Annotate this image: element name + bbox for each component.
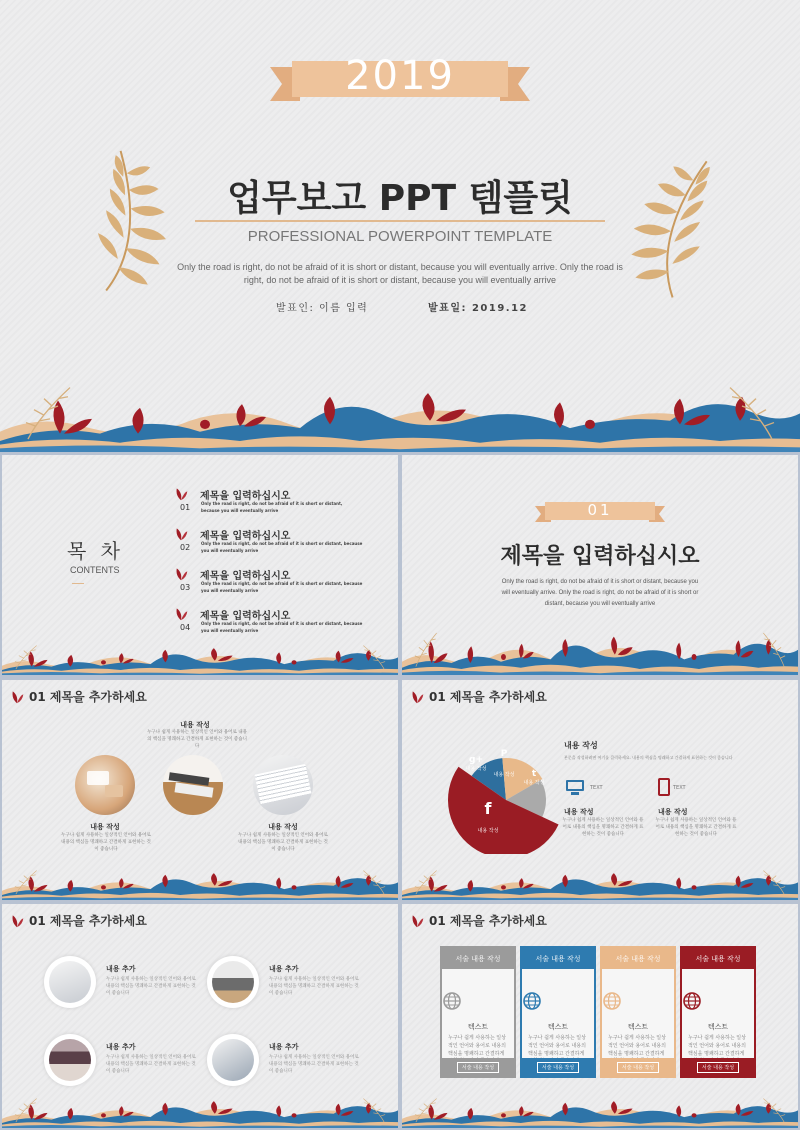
card-desc: 누구나 쉽게 사용하는 일상적인 언어와 용어로 내용의 핵심을 명쾌하고 간결하게 xyxy=(528,1035,586,1057)
slide-header-text: 01 제목을 추가하세요 xyxy=(29,914,147,928)
item-desc: 누구나 쉽게 사용하는 일상적인 언어와 용어로 내용의 핵심을 명쾌하고 간결하게 표현하는 것이 좋습니다 xyxy=(106,977,196,997)
slide-header xyxy=(10,912,147,929)
cover-subtitle: PROFESSIONAL POWERPOINT TEMPLATE xyxy=(247,228,553,245)
pinterest-icon: P xyxy=(500,749,508,759)
circles-scenery xyxy=(2,858,398,900)
year-ribbon xyxy=(270,55,530,105)
item-title: 내용 추가 xyxy=(269,965,299,973)
top-title: 내용 작성 xyxy=(180,721,210,729)
section-slide xyxy=(402,455,798,675)
globe-icon xyxy=(602,991,622,1011)
toc-item-number: 03 xyxy=(180,583,191,592)
card-title: 텍스트 xyxy=(707,1023,729,1031)
photo-circle-1 xyxy=(75,755,135,815)
section-desc2: will eventually arrive. Only the road is right, do not be afraid of it is short or xyxy=(501,590,699,596)
card-header: 서술 내용 작성 xyxy=(442,948,514,969)
facebook-icon: f xyxy=(484,799,492,818)
toc-item-desc: Only the road is right, do not be afraid of it is short or distant, because xyxy=(201,621,363,626)
item-desc: 누구나 쉽게 사용하는 일상적인 언어와 용어로 내용의 핵심을 명쾌하고 간결하게 표현하는 것이 좋습니다 xyxy=(269,977,359,997)
pie-side-title: 내용 작성 xyxy=(564,741,598,750)
card-desc: 누구나 쉽게 사용하는 일상적인 언어와 용어로 내용의 핵심을 명쾌하고 간결하게 xyxy=(448,1035,506,1057)
pie-slice-label: 내용 작성 xyxy=(465,766,487,772)
info-card xyxy=(680,946,756,1078)
card-title: 텍스트 xyxy=(627,1023,649,1031)
twitter-icon: t xyxy=(531,769,537,779)
toc-item[interactable] xyxy=(174,525,384,561)
leaf-icon xyxy=(174,567,188,581)
content-item xyxy=(207,956,367,1016)
pie-scenery xyxy=(402,858,798,900)
card-desc: 누구나 쉽게 사용하는 일상적인 언어와 용어로 내용의 핵심을 명쾌하고 간결하게 xyxy=(608,1035,666,1057)
right-title: 내용 작성 xyxy=(268,823,298,831)
item-title: 내용 추가 xyxy=(106,965,136,973)
toc-title: 목 차 xyxy=(67,539,124,563)
pie-slice-label: 내용 작성 xyxy=(493,772,515,778)
toc-subtitle: CONTENTS xyxy=(70,565,120,575)
photo-ring xyxy=(207,956,259,1008)
card-header: 서술 내용 작성 xyxy=(602,948,674,969)
title-underline xyxy=(195,220,605,222)
col1-title: 내용 작성 xyxy=(564,808,594,816)
cards-scenery xyxy=(402,1086,798,1128)
toc-item-desc: Only the road is right, do not be afraid of it is short or distant, xyxy=(201,501,343,506)
toc-slide xyxy=(2,455,398,675)
cover-desc-line1: Only the road is right, do not be afraid of it is short or distant, because you will eventually arrive. Only the road is xyxy=(177,262,623,272)
slide-header xyxy=(410,688,547,705)
date-label: 발표일: 2019.12 xyxy=(428,303,529,314)
toc-item-desc: you will eventually arrive xyxy=(201,588,259,593)
top-desc: 누구나 쉽게 사용하는 일상적인 언어와 용어로 내용의 핵심을 명쾌하고 간결하게 표현하는 것이 좋습니다 xyxy=(147,730,247,749)
toc-item-number: 02 xyxy=(180,543,191,552)
slide-header xyxy=(10,688,147,705)
info-card xyxy=(520,946,596,1078)
info-card xyxy=(600,946,676,1078)
year-text: 2019 xyxy=(345,53,455,99)
item-title: 내용 추가 xyxy=(269,1043,299,1051)
photo-circle-3 xyxy=(253,755,313,815)
item-desc: 누구나 쉽게 사용하는 일상적인 언어와 용어로 내용의 핵심을 명쾌하고 간결하게 표현하는 것이 좋습니다 xyxy=(269,1055,359,1075)
toc-item-title: 제목을 입력하십시오 xyxy=(200,571,291,582)
section-ribbon xyxy=(535,500,665,524)
content-item xyxy=(44,1034,204,1094)
section-desc3: distant, because you will eventually arrive xyxy=(544,601,656,607)
card-footer xyxy=(442,1058,514,1076)
cover-title: 업무보고 PPT 템플릿 xyxy=(227,178,573,219)
col1-desc: 누구나 쉽게 사용하는 일상적인 언어와 용어로 내용의 핵심을 명쾌하고 간결하게 표현하는 것이 좋습니다 xyxy=(562,818,644,837)
item-desc: 누구나 쉽게 사용하는 일상적인 언어와 용어로 내용의 핵심을 명쾌하고 간결하게 표현하는 것이 좋습니다 xyxy=(106,1055,196,1075)
toc-item-desc: Only the road is right, do not be afraid of it is short or distant, because xyxy=(201,541,363,546)
cover-slide xyxy=(0,0,800,452)
toc-item-desc: you will eventually arrive xyxy=(201,548,259,553)
toc-item[interactable] xyxy=(174,485,384,521)
leaf-icon xyxy=(174,487,188,501)
toc-item-desc: you will eventually arrive xyxy=(201,628,259,633)
cards-slide xyxy=(402,904,798,1128)
card-header: 서술 내용 작성 xyxy=(682,948,754,969)
monitor-icon xyxy=(566,780,584,796)
social-pie xyxy=(436,734,576,854)
slide-header-text: 01 제목을 추가하세요 xyxy=(429,690,547,704)
photo-circle-2 xyxy=(163,755,223,815)
pie-slice-label: 내용 작성 xyxy=(477,828,499,834)
leaf-icon xyxy=(410,690,424,704)
card-button[interactable]: 서술 내용 작성 xyxy=(537,1062,579,1073)
cover-desc-line2: right, do not be afraid of it is short or distant, because you will eventually arrive xyxy=(243,275,557,285)
globe-icon xyxy=(522,991,542,1011)
right-desc: 누구나 쉽게 사용하는 일상적인 언어와 용어로 내용의 핵심을 명쾌하고 간결하게 표현하는 것이 좋습니다 xyxy=(238,833,328,852)
card-button[interactable]: 서술 내용 작성 xyxy=(617,1062,659,1073)
section-number: 01 xyxy=(587,501,613,519)
globe-icon xyxy=(682,991,702,1011)
pie-slide xyxy=(402,680,798,900)
presenter-label: 발표인: 이름 입력 xyxy=(276,303,369,314)
leaf-icon xyxy=(410,914,424,928)
photo-ring xyxy=(207,1034,259,1086)
pie-slice-label: 내용 작성 xyxy=(523,780,545,786)
photo-circle xyxy=(212,961,254,1003)
pie-side-desc: 본문을 작성하려면 여기를 클릭하세요. 내용의 핵심을 명쾌하고 간결하게 표현하는 것이 좋습니다 xyxy=(564,755,733,760)
card-title: 텍스트 xyxy=(467,1023,489,1031)
toc-scenery xyxy=(2,633,398,675)
card-header: 서술 내용 작성 xyxy=(522,948,594,969)
card-button[interactable]: 서술 내용 작성 xyxy=(457,1062,499,1073)
info-card xyxy=(440,946,516,1078)
toc-item-number: 01 xyxy=(180,503,191,512)
cover-scenery xyxy=(0,360,800,452)
leaf-icon xyxy=(10,914,24,928)
leaf-icon xyxy=(10,690,24,704)
leaf-icon xyxy=(174,527,188,541)
monitor-icon-label: TEXT xyxy=(590,785,603,791)
slide-header xyxy=(410,912,547,929)
col2-title: 내용 작성 xyxy=(658,808,688,816)
toc-item-title: 제목을 입력하십시오 xyxy=(200,611,291,622)
card-footer xyxy=(522,1058,594,1076)
globe-icon xyxy=(442,991,462,1011)
section-scenery xyxy=(402,615,798,675)
left-title: 내용 작성 xyxy=(90,823,120,831)
section-title: 제목을 입력하십시오 xyxy=(500,544,700,569)
items-slide xyxy=(2,904,398,1128)
card-footer xyxy=(682,1058,754,1076)
content-item xyxy=(207,1034,367,1094)
card-desc: 누구나 쉽게 사용하는 일상적인 언어와 용어로 내용의 핵심을 명쾌하고 간결하게 xyxy=(688,1035,746,1057)
section-desc1: Only the road is right, do not be afraid of it is short or distant, because you xyxy=(501,579,699,585)
toc-subtitle-underline xyxy=(72,583,84,584)
toc-item-desc: Only the road is right, do not be afraid of it is short or distant, because xyxy=(201,581,363,586)
slide-header-text: 01 제목을 추가하세요 xyxy=(29,690,147,704)
photo-circle xyxy=(49,961,91,1003)
slide-header-text: 01 제목을 추가하세요 xyxy=(429,914,547,928)
toc-item[interactable] xyxy=(174,565,384,601)
circles-slide xyxy=(2,680,398,900)
photo-circle xyxy=(49,1039,91,1081)
left-desc: 누구나 쉽게 사용하는 일상적인 언어와 용어로 내용의 핵심을 명쾌하고 간결하게 표현하는 것이 좋습니다 xyxy=(61,833,151,852)
toc-item-number: 04 xyxy=(180,623,191,632)
items-scenery xyxy=(2,1086,398,1128)
card-button[interactable]: 서술 내용 작성 xyxy=(697,1062,739,1073)
toc-item-title: 제목을 입력하십시오 xyxy=(200,531,291,542)
toc-item-desc: because you will eventually arrive xyxy=(201,508,279,513)
col2-desc: 누구나 쉽게 사용하는 일상적인 언어와 용어로 내용의 핵심을 명쾌하고 간결하게 표현하는 것이 좋습니다 xyxy=(655,818,737,837)
content-item xyxy=(44,956,204,1016)
photo-ring xyxy=(44,1034,96,1086)
card-title: 텍스트 xyxy=(547,1023,569,1031)
tablet-icon-label: TEXT xyxy=(673,785,686,791)
photo-circle xyxy=(212,1039,254,1081)
leaf-icon xyxy=(174,607,188,621)
photo-ring xyxy=(44,956,96,1008)
item-title: 내용 추가 xyxy=(106,1043,136,1051)
tablet-icon xyxy=(658,778,670,796)
toc-item-title: 제목을 입력하십시오 xyxy=(200,491,291,502)
card-footer xyxy=(602,1058,674,1076)
g+-icon: g+ xyxy=(469,755,483,765)
